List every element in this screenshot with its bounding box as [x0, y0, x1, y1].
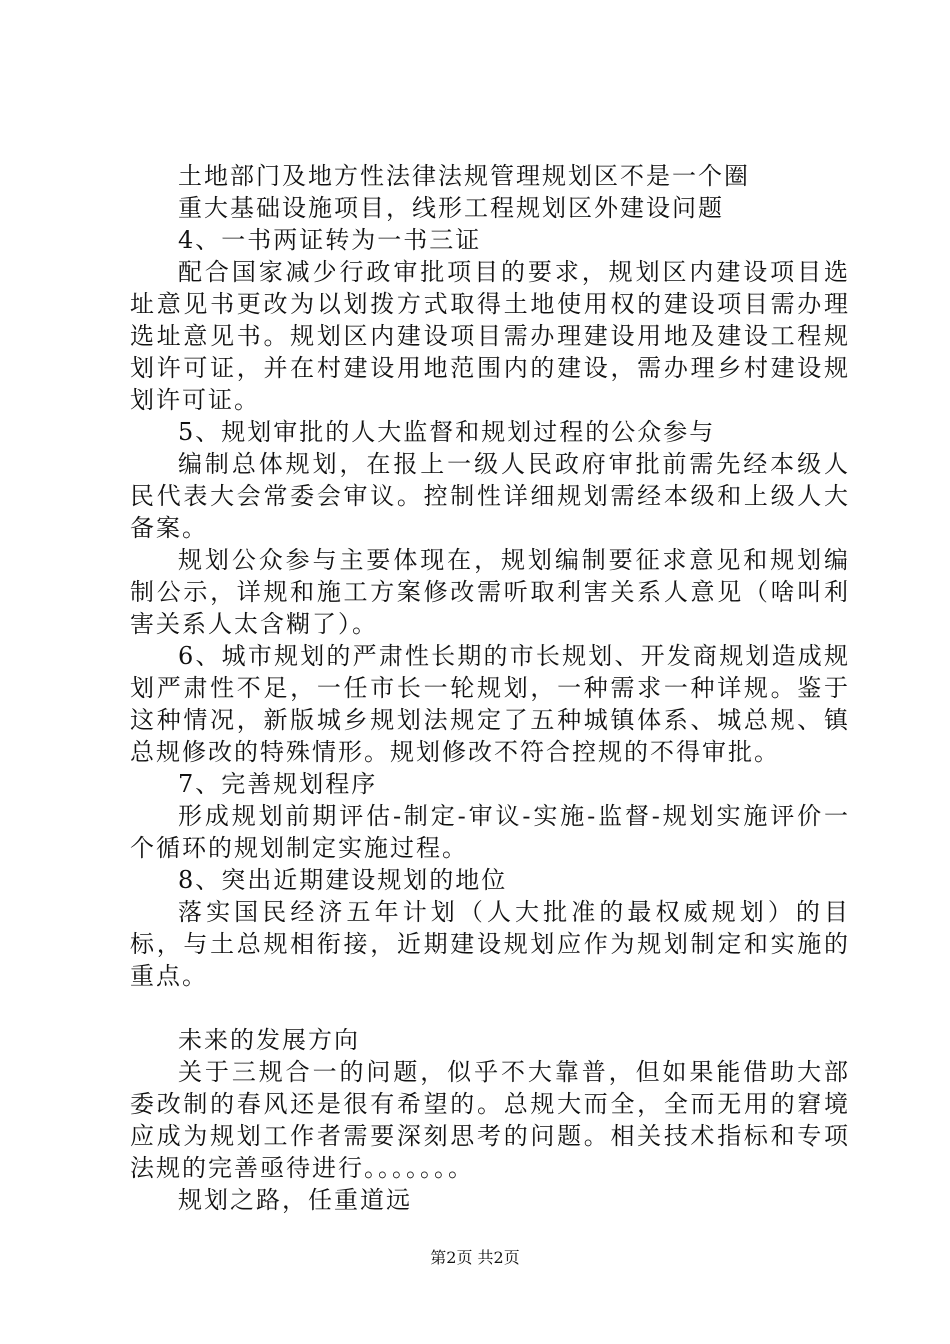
heading-8: 8、突出近期建设规划的地位	[178, 866, 508, 894]
paragraph-4-body: 配合国家减少行政审批项目的要求，规划区内建设项目选址意见书更改为以划拨方式取得土地使用权的建设项目需办理选址意见书。规划区内建设项目需办理建设用地及建设工程规划许可证，并在村建设用地范围内的建设，需办理乡村建设规划许可证。	[130, 258, 850, 414]
paragraph-infrastructure: 重大基础设施项目，线形工程规划区外建设问题	[178, 194, 724, 222]
heading-future: 未来的发展方向	[178, 1026, 360, 1054]
paragraph-closing: 规划之路，任重道远	[178, 1186, 412, 1214]
paragraph-land-department: 土地部门及地方性法律法规管理规划区不是一个圈	[178, 162, 750, 190]
heading-7: 7、完善规划程序	[178, 770, 378, 798]
section-gap	[130, 992, 850, 1024]
paragraph-future-body: 关于三规合一的问题，似乎不大靠普，但如果能借助大部委改制的春风还是很有希望的。总规大而全，全而无用的窘境应成为规划工作者需要深刻思考的问题。相关技术指标和专项法规的完善亟待进行。。。。。。。	[130, 1058, 850, 1182]
paragraph-5-body-1: 编制总体规划，在报上一级人民政府审批前需先经本级人民代表大会常委会审议。控制性详细规划需经本级和上级人大备案。	[130, 450, 850, 542]
heading-5: 5、规划审批的人大监督和规划过程的公众参与	[178, 418, 716, 446]
paragraph-7-body: 形成规划前期评估-制定-审议-实施-监督-规划实施评价一个循环的规划制定实施过程。	[130, 802, 850, 862]
paragraph-8-body: 落实国民经济五年计划（人大批准的最权威规划）的目标，与土总规相衔接，近期建设规划应作为规划制定和实施的重点。	[130, 898, 850, 990]
page-number: 第2页 共2页	[430, 1248, 520, 1267]
document-body	[130, 160, 850, 1216]
paragraph-5-body-2: 规划公众参与主要体现在，规划编制要征求意见和规划编制公示，详规和施工方案修改需听取利害关系人意见（啥叫利害关系人太含糊了）。	[130, 546, 850, 638]
heading-4: 4、一书两证转为一书三证	[178, 226, 482, 254]
paragraph-6: 6、城市规划的严肃性长期的市长规划、开发商规划造成规划严肃性不足，一任市长一轮规划，一种需求一种详规。鉴于这种情况，新版城乡规划法规定了五种城镇体系、城总规、镇总规修改的特殊情形。规划修改不符合控规的不得审批。	[130, 642, 850, 766]
